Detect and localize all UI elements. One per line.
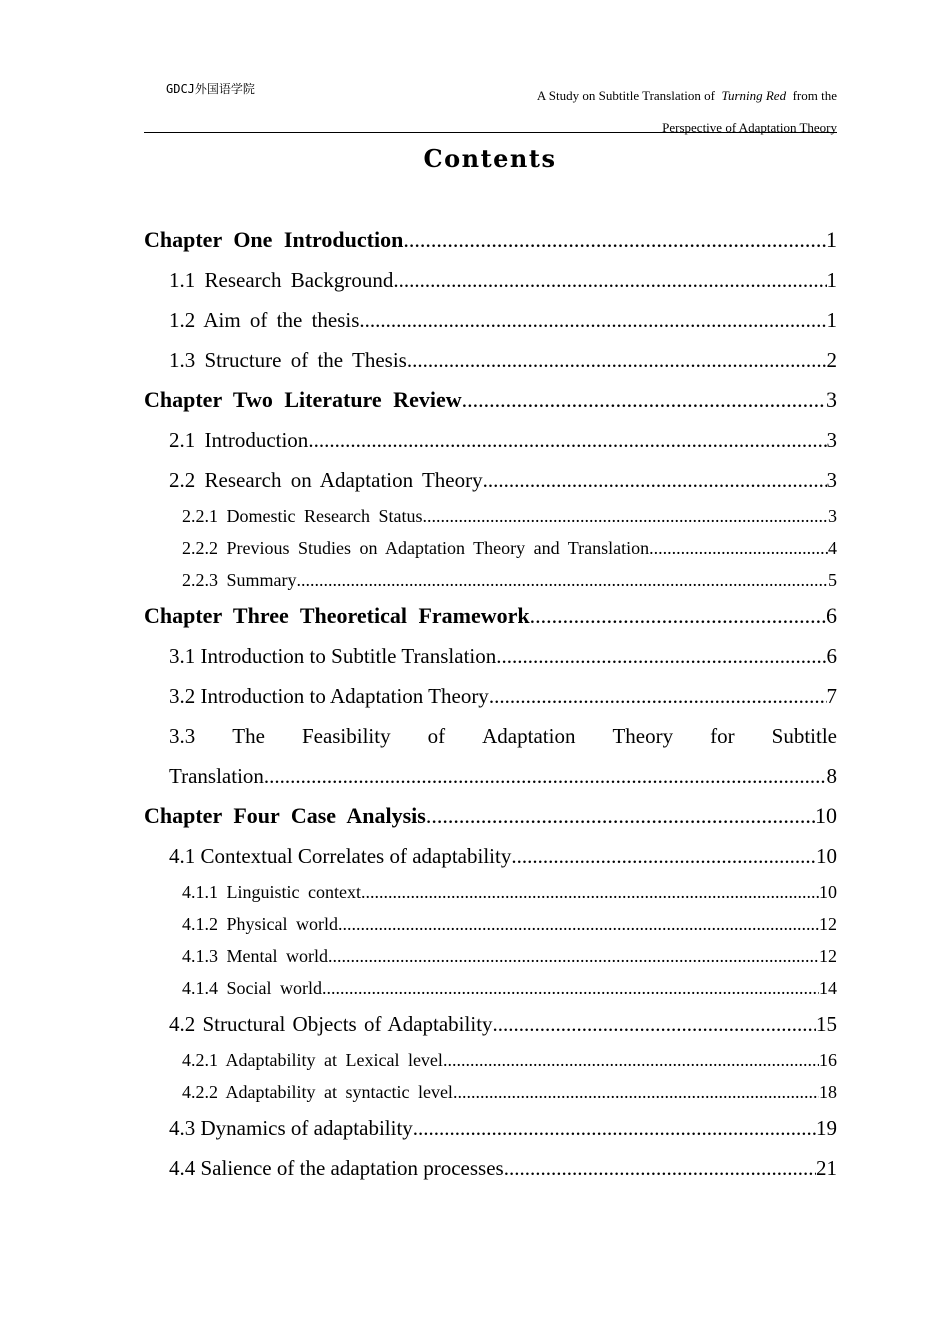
toc-page: 10 [815,803,837,828]
toc-page: 7 [826,684,837,708]
toc-page: 3 [826,468,837,492]
toc-page: 15 [816,1012,837,1036]
toc-label: 4.1 Contextual Correlates of adaptability [169,844,512,868]
toc-section-3-3-line2[interactable] [144,756,837,796]
toc-label: 4.3 Dynamics of adaptability [169,1116,413,1140]
toc-label: Chapter One Introduction [144,227,404,252]
toc-section-3-3-line1[interactable] [144,716,837,756]
toc-word: Feasibility [301,724,391,748]
toc-word: of [427,724,446,748]
toc-label: 2.2.2 Previous Studies on Adaptation Theory and Translation [182,538,650,558]
toc-page: 10 [819,882,837,902]
toc-page: 1 [826,308,837,332]
toc-chapter-1[interactable] [144,220,837,260]
toc-label: 2.2.3 Summary [182,570,297,590]
toc-subsection-4-1-4[interactable] [144,972,837,1004]
toc-page: 5 [828,570,837,590]
toc-label: 4.2 Structural Objects of Adaptability [169,1012,493,1036]
header-title-italic: Turning Red [721,88,787,103]
toc-section-2-1[interactable] [144,420,837,460]
toc-chapter-2[interactable] [144,380,837,420]
toc-label: 3.1 Introduction to Subtitle Translation [169,644,497,668]
toc-label: Chapter Two Literature Review [144,387,462,412]
toc-section-2-2[interactable] [144,460,837,500]
toc-page: 18 [819,1082,837,1102]
toc-chapter-4[interactable] [144,796,837,836]
toc-section-4-1[interactable] [144,836,837,876]
toc-label: 2.2.1 Domestic Research Status [182,506,423,526]
toc-section-3-2[interactable] [144,676,837,716]
toc-page: 6 [826,644,837,668]
toc-page: 1 [826,268,837,292]
toc-subsection-4-2-2[interactable] [144,1076,837,1108]
toc-label: 3.2 Introduction to Adaptation Theory [169,684,489,708]
toc-word: Adaptation [482,724,576,748]
toc-page: 3 [828,506,837,526]
toc-word: for [710,724,735,748]
toc-section-1-3[interactable] [144,340,837,380]
toc-word: Subtitle [771,724,837,748]
toc-label: 4.2.1 Adaptability at Lexical level [182,1050,443,1070]
toc-label: 4.2.2 Adaptability at syntactic level [182,1082,453,1102]
toc-page: 12 [819,914,837,934]
toc-label: Translation [169,764,264,788]
page-title: Contents [423,144,557,173]
toc-word: Theory [612,724,674,748]
toc-page: 10 [816,844,837,868]
toc-label: 1.1 Research Background [169,268,394,292]
toc-page: 3 [826,428,837,452]
toc-label: 4.1.1 Linguistic context [182,882,361,902]
toc-label: Chapter Three Theoretical Framework [144,603,530,628]
toc-subsection-4-1-3[interactable] [144,940,837,972]
toc-section-3-1[interactable] [144,636,837,676]
header-title-line2: Perspective of Adaptation Theory [662,120,837,135]
toc-page: 3 [826,387,837,412]
toc-word: 3.3 [169,724,196,748]
toc-page: 12 [819,946,837,966]
toc-label: 4.1.2 Physical world [182,914,338,934]
toc-page: 21 [816,1156,837,1180]
toc-label: 2.1 Introduction [169,428,309,452]
toc-section-1-2[interactable] [144,300,837,340]
table-of-contents [144,220,837,1188]
header-right-title [417,80,837,144]
toc-label: 1.2 Aim of the thesis [169,308,360,332]
toc-label: 1.3 Structure of the Thesis [169,348,407,372]
header-title-prefix: A Study on Subtitle Translation of [536,88,715,103]
toc-section-4-2[interactable] [144,1004,837,1044]
toc-subsection-2-2-1[interactable] [144,500,837,532]
header-rule [144,132,837,133]
toc-subsection-2-2-2[interactable] [144,532,837,564]
header-left-institution: GDCJ外国语学院 [166,82,255,96]
toc-subsection-4-1-1[interactable] [144,876,837,908]
toc-label: 2.2 Research on Adaptation Theory [169,468,483,492]
toc-page: 4 [828,538,837,558]
toc-label: Chapter Four Case Analysis [144,803,426,828]
toc-subsection-4-1-2[interactable] [144,908,837,940]
toc-section-4-4[interactable] [144,1148,837,1188]
toc-page: 2 [826,348,837,372]
header-title-suffix: from the [792,88,837,103]
toc-page: 19 [816,1116,837,1140]
toc-page: 14 [819,978,837,998]
toc-page: 16 [819,1050,837,1070]
toc-subsection-2-2-3[interactable] [144,564,837,596]
toc-label: 4.4 Salience of the adaptation processes [169,1156,504,1180]
toc-subsection-4-2-1[interactable] [144,1044,837,1076]
toc-page: 1 [826,227,837,252]
toc-page: 8 [826,764,837,788]
toc-chapter-3[interactable] [144,596,837,636]
toc-section-4-3[interactable] [144,1108,837,1148]
toc-label: 4.1.4 Social world [182,978,322,998]
toc-label: 4.1.3 Mental world [182,946,328,966]
toc-word: The [232,724,265,748]
toc-section-1-1[interactable] [144,260,837,300]
toc-page: 6 [826,603,837,628]
